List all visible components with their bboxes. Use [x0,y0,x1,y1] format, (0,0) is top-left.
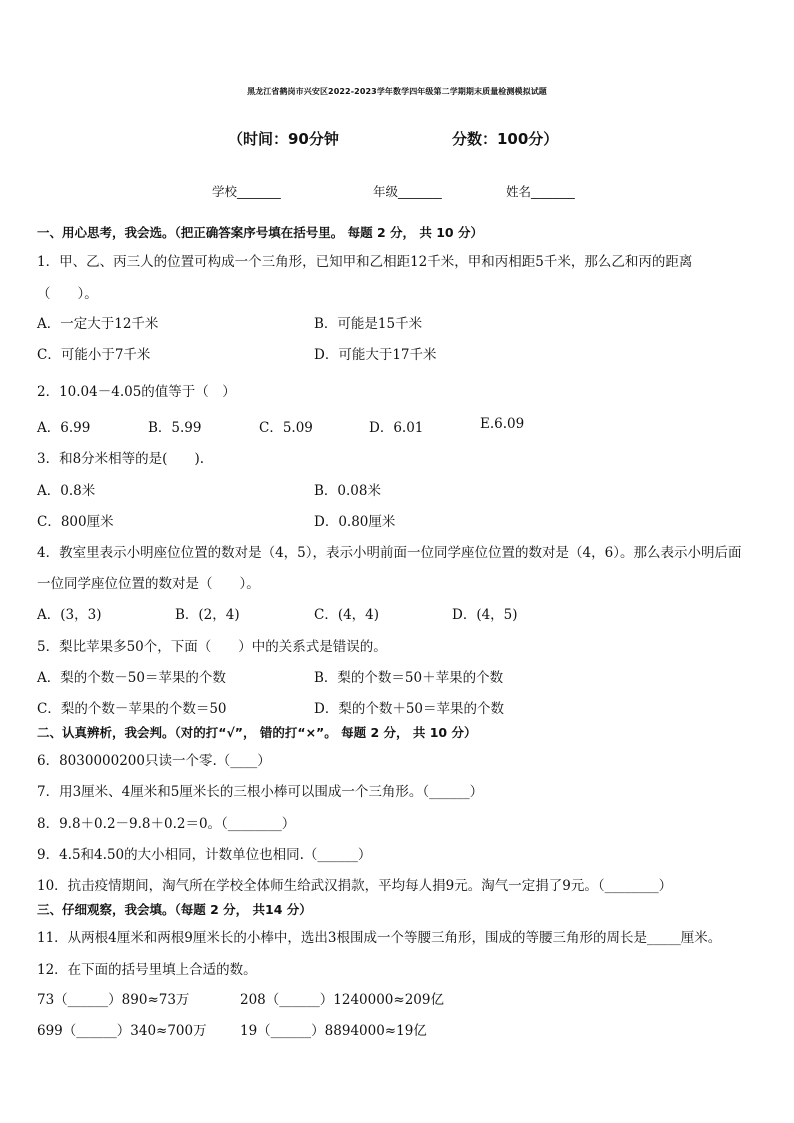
question-3-option-a[interactable]: A．0.8米 [37,483,96,499]
question-10[interactable]: 10．抗击疫情期间，淘气所在学校全体师生给武汉捐款，平均每人捐9元。淘气一定捐了9元。（________） [37,878,673,894]
question-1-option-a[interactable]: A．一定大于12千米 [37,316,159,332]
question-8[interactable]: 8．9.8＋0.2－9.8＋0.2＝0。（________） [37,816,296,832]
question-5-option-d[interactable]: D．梨的个数＋50＝苹果的个数 [314,701,505,717]
question-11[interactable]: 11．从两根4厘米和两根9厘米长的小棒中，选出3根围成一个等腰三角形，围成的等腰三角形的周长是_____厘米。 [37,930,722,946]
exam-score: 分数：100分） [452,130,559,148]
question-1-option-b[interactable]: B．可能是15千米 [314,316,423,332]
question-2-stem: 2．10.04－4.05的值等于（ ） [37,384,236,400]
question-6[interactable]: 6．8030000200只读一个零.（____） [37,753,271,769]
question-4-option-b[interactable]: B．(2，4) [175,607,240,623]
name-field[interactable]: 姓名_______ [506,184,575,199]
question-1-line2: （ ）。 [37,286,98,302]
question-5-option-a[interactable]: A．梨的个数－50＝苹果的个数 [37,670,226,686]
question-3-stem: 3．和8分米相等的是( ). [37,451,205,467]
question-2-option-b[interactable]: B．5.99 [148,420,202,436]
section-1-heading: 一、用心思考，我会选。（把正确答案序号填在括号里。 每题 2 分， 共 10 分） [37,225,483,240]
question-2-option-c[interactable]: C．5.09 [259,420,313,436]
school-field[interactable]: 学校_______ [212,184,281,199]
question-1-line1: 1．甲、乙、丙三人的位置可构成一个三角形，已知甲和乙相距12千米，甲和丙相距5千米，那么乙和丙的距离 [37,254,693,270]
question-12-item-3[interactable]: 699（______）340≈700万 [37,1023,207,1039]
question-4-line1: 4．教室里表示小明座位位置的数对是（4，5），表示小明前面一位同学座位位置的数对是（4，6）。那么表示小明后面 [37,545,742,561]
question-4-line2: 一位同学座位位置的数对是（ ）。 [37,576,260,592]
question-5-option-c[interactable]: C．梨的个数－苹果的个数＝50 [37,701,227,717]
section-3-heading: 三、仔细观察，我会填。（每题 2 分， 共14 分） [37,902,312,917]
question-2-option-d[interactable]: D．6.01 [369,420,424,436]
question-12-item-2[interactable]: 208（______）1240000≈209亿 [240,992,444,1008]
question-9[interactable]: 9．4.5和4.50的大小相同，计数单位也相同.（______） [37,847,372,863]
question-3-option-b[interactable]: B．0.08米 [314,483,381,499]
question-4-option-d[interactable]: D．(4，5) [452,607,518,623]
question-4-option-a[interactable]: A．(3，3) [37,607,102,623]
grade-field[interactable]: 年级_______ [373,184,442,199]
question-1-option-c[interactable]: C．可能小于7千米 [37,347,151,363]
section-2-heading: 二、认真辨析，我会判。（对的打“√”， 错的打“×”。 每题 2 分， 共 10 分） [37,725,477,740]
question-12-stem: 12．在下面的括号里填上合适的数。 [37,962,257,978]
question-4-option-c[interactable]: C．(4，4) [314,607,380,623]
question-2-option-e[interactable]: E.6.09 [480,416,525,432]
page-title: 黑龙江省鹤岗市兴安区2022-2023学年数学四年级第二学期期末质量检测模拟试题 [247,87,547,96]
exam-time: （时间：90分钟 [228,130,339,148]
question-2-option-a[interactable]: A．6.99 [37,420,91,436]
question-3-option-c[interactable]: C．800厘米 [37,514,114,530]
question-5-option-b[interactable]: B．梨的个数＝50＋苹果的个数 [314,670,504,686]
question-7[interactable]: 7．用3厘米、4厘米和5厘米长的三根小棒可以围成一个三角形。（______） [37,784,484,800]
question-12-item-4[interactable]: 19（______）8894000≈19亿 [240,1023,427,1039]
question-3-option-d[interactable]: D．0.80厘米 [314,514,396,530]
question-5-stem: 5．梨比苹果多50个，下面（ ）中的关系式是错误的。 [37,639,387,655]
question-12-item-1[interactable]: 73（______）890≈73万 [37,992,190,1008]
question-1-option-d[interactable]: D．可能大于17千米 [314,347,437,363]
